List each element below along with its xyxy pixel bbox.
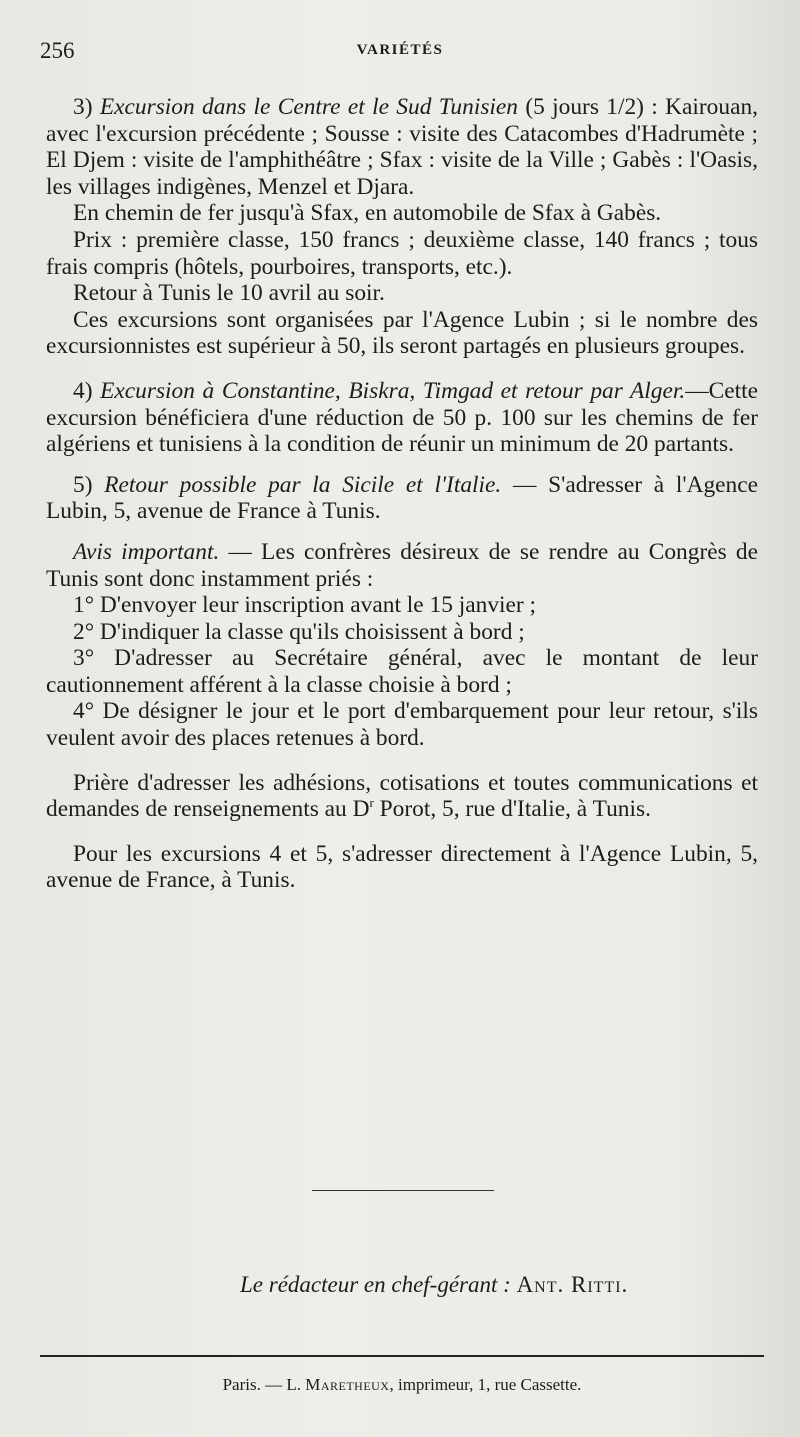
contact-paragraph xyxy=(46,770,758,823)
excursion-4-description: —Cette excursion bénéficiera d'une réduction de 50 p. 100 sur les chemins de fer algériens et tunisiens à la condition de réunir un minimum de 20 partants. xyxy=(46,377,758,458)
printer-imprint xyxy=(40,1375,764,1395)
running-head: VARIÉTÉS xyxy=(356,42,444,58)
imprint-address: , imprimeur, 1, rue Cassette. xyxy=(389,1375,582,1394)
notice-intro: — Les confrères désireux de se rendre au Congrès de Tunis sont donc instamment priés : xyxy=(46,538,758,592)
excursion-3-transport: En chemin de fer jusqu'à Sfax, en automobile de Sfax à Gabès. xyxy=(73,200,662,227)
page-body xyxy=(46,94,758,894)
excursion-4-number: 4) xyxy=(73,377,93,404)
signature-role: Le rédacteur en chef-gérant : xyxy=(240,1272,511,1297)
page-header xyxy=(40,38,760,68)
section-divider xyxy=(312,1190,494,1191)
excursion-3-description: (5 jours 1/2) : Kairouan, avec l'excursion précédente ; Sousse : visite des Catacombes d'Hadrumète ; El Djem : visite de l'amphithéâtre ; Sfax : visite de la Ville ; Gabès : l'Oasis, les villages indigènes, Menzel et Djara. xyxy=(46,94,758,200)
notice-label: Avis important. xyxy=(73,538,220,565)
excursion-5-number: 5) xyxy=(73,471,93,498)
notice-item-3: 3° D'adresser au Secrétaire général, avec le montant de leur cautionnement afférent à la classe choisie à bord ; xyxy=(46,645,758,698)
excursions-4-5-paragraph: Pour les excursions 4 et 5, s'adresser directement à l'Agence Lubin, 5, avenue de France, à Tunis. xyxy=(46,840,758,894)
excursion-5-description: — S'adresser à l'Agence Lubin, 5, avenue de France à Tunis. xyxy=(46,471,758,525)
notice-paragraph xyxy=(46,539,758,592)
signature xyxy=(240,1272,760,1298)
signature-name: Ant. Ritti. xyxy=(516,1272,629,1297)
excursion-5-title: Retour possible par la Sicile et l'Italie. xyxy=(104,471,502,498)
organisation-paragraph: Ces excursions sont organisées par l'Agence Lubin ; si le nombre des excursionnistes est supérieur à 50, ils seront partagés en plusieurs groupes. xyxy=(46,306,758,360)
footer-rule xyxy=(40,1355,764,1357)
excursion-4-title: Excursion à Constantine, Biskra, Timgad et retour par Alger. xyxy=(100,377,686,404)
notice-item-2: 2° D'indiquer la classe qu'ils choisissent à bord ; xyxy=(73,618,525,645)
imprint-printer: Maretheux xyxy=(305,1375,390,1394)
contact-text-after: Porot, 5, rue d'Italie, à Tunis. xyxy=(373,796,651,823)
page-number: 256 xyxy=(40,38,75,63)
excursion-3-title: Excursion dans le Centre et le Sud Tunisien xyxy=(99,94,519,120)
excursion-5-paragraph xyxy=(46,472,758,525)
notice-item-1: 1° D'envoyer leur inscription avant le 15 janvier ; xyxy=(73,592,537,619)
contact-superscript: r xyxy=(369,795,374,811)
contact-text-before: Prière d'adresser les adhésions, cotisations et toutes communications et demandes de renseignements au D xyxy=(46,769,758,823)
excursion-3-paragraph xyxy=(46,94,758,200)
excursion-3-number: 3) xyxy=(73,94,93,120)
excursion-4-paragraph xyxy=(46,378,758,458)
excursion-3-price: Prix : première classe, 150 francs ; deuxième classe, 140 francs ; tous frais compris (hôtels, pourboires, transports, etc.). xyxy=(46,226,758,280)
imprint-city: Paris. — L. xyxy=(222,1375,306,1394)
excursion-3-return: Retour à Tunis le 10 avril au soir. xyxy=(73,280,385,307)
notice-item-4: 4° De désigner le jour et le port d'embarquement pour leur retour, s'ils veulent avoir des places retenues à bord. xyxy=(46,698,758,752)
